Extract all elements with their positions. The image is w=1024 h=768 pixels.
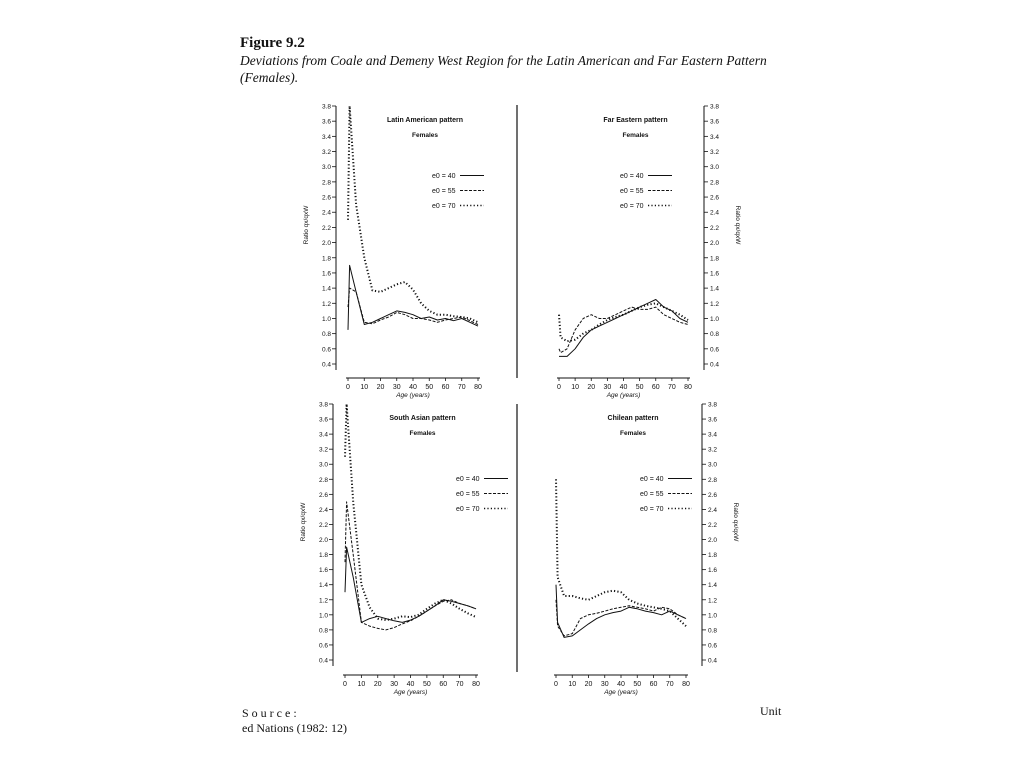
panel-3-y-tick-label: 0.6 — [318, 642, 328, 650]
panel-1-y-tick-label: 0.8 — [321, 331, 331, 339]
panel-4-x-tick-label: 80 — [682, 681, 690, 688]
panel-4-x-tick-label: 10 — [568, 681, 577, 688]
panel-1-y-tick-label: 3.8 — [321, 103, 331, 111]
panel-2-x-tick-label: 80 — [684, 384, 692, 391]
panel-4-y-tick-label: 2.8 — [708, 476, 718, 484]
panel-4-y-tick-label: 0.6 — [708, 642, 718, 650]
panel-1-subtitle: Females — [411, 132, 439, 139]
panel-2-y-tick-label: 0.6 — [710, 346, 720, 354]
source-unit-fragment: Unit — [760, 704, 782, 718]
panel-2-title: Far Eastern pattern — [603, 117, 668, 124]
panel-4-y-tick-label: 1.6 — [708, 567, 718, 575]
panel-4-y-tick-label: 2.2 — [708, 521, 718, 529]
panel-1-y-tick-label: 1.2 — [321, 300, 331, 308]
panel-2-series-line-dashed — [559, 307, 688, 353]
panel-1-y-tick-label: 1.0 — [321, 315, 331, 323]
panel-2-x-tick-label: 70 — [667, 384, 676, 391]
panel-3-x-tick-label: 20 — [373, 681, 382, 688]
panel-2-y-tick-label: 3.0 — [710, 164, 720, 172]
panel-1-x-tick-label: 50 — [425, 384, 434, 391]
panel-4-x-tick-label: 60 — [649, 681, 658, 688]
panel-2-x-tick-label: 20 — [587, 384, 596, 391]
panel-4-y-tick-label: 3.6 — [708, 416, 718, 424]
panel-2-y-tick-label: 3.8 — [710, 103, 720, 111]
panel-3-x-tick-label: 40 — [406, 681, 415, 688]
panel-3-legend-label: e0 = 40 — [456, 476, 480, 483]
panel-2-legend-label: e0 = 40 — [620, 173, 644, 180]
panel-4-y-tick-label: 2.6 — [708, 491, 718, 499]
panel-4-y-tick-label: 1.2 — [708, 597, 718, 605]
source-citation: ed Nations (1982: 12) — [242, 721, 347, 735]
panel-3-y-tick-label: 1.4 — [318, 582, 328, 590]
panel-2-x-tick-label: 60 — [651, 384, 660, 391]
panel-1-legend-label: e0 = 55 — [432, 188, 456, 195]
figure-caption-line1: Deviations from Coale and Demeny West Region for the Latin American and Far Eastern Pattern — [240, 53, 767, 68]
panel-3-y-tick-label: 0.4 — [318, 657, 328, 665]
panel-4-y-tick-label: 0.8 — [708, 627, 718, 635]
panel-1-y-tick-label: 3.4 — [321, 133, 331, 141]
figure-caption-line2: (Females). — [240, 70, 299, 85]
panel-3-legend-label: e0 = 55 — [456, 491, 480, 498]
panel-3-y-axis-title: Ratio qx/qxW — [300, 502, 307, 542]
panel-3-y-tick-label: 3.6 — [318, 416, 328, 424]
panel-2-y-tick-label: 3.6 — [710, 118, 720, 126]
panel-1-y-tick-label: 2.6 — [321, 194, 331, 202]
panel-2-y-tick-label: 0.8 — [710, 331, 720, 339]
panel-1-y-tick-label: 1.4 — [321, 285, 331, 293]
panel-2-x-tick-label: 50 — [635, 384, 644, 391]
panel-4-subtitle: Females — [619, 430, 647, 437]
panel-1-y-tick-label: 1.6 — [321, 270, 331, 278]
panel-3-x-tick-label: 0 — [343, 681, 347, 688]
panel-2-y-tick-label: 2.0 — [710, 240, 720, 248]
panel-3-y-tick-label: 0.8 — [318, 627, 328, 635]
panel-3-y-tick-label: 3.2 — [318, 446, 328, 454]
panel-4-x-tick-label: 40 — [617, 681, 625, 688]
panel-4-x-tick-label: 70 — [665, 681, 674, 688]
panel-2-y-tick-label: 1.2 — [710, 300, 720, 308]
panel-2-legend-label: e0 = 70 — [620, 203, 644, 210]
panel-2-x-tick-label: 30 — [603, 384, 612, 391]
panel-4-x-axis-title: Age (years) — [604, 689, 638, 696]
panel-1-x-tick-label: 70 — [457, 384, 466, 391]
panel-2-y-tick-label: 1.4 — [710, 285, 720, 293]
panel-4-title: Chilean pattern — [607, 415, 659, 422]
panel-3-title: South Asian pattern — [389, 415, 456, 422]
panel-2-x-tick-label: 10 — [571, 384, 580, 391]
panel-4-y-tick-label: 2.0 — [708, 537, 718, 545]
panel-4-y-tick-label: 1.0 — [708, 612, 718, 620]
panel-4-y-tick-label: 0.4 — [708, 657, 718, 665]
panel-3-y-tick-label: 2.8 — [318, 476, 328, 484]
panel-1-y-tick-label: 3.0 — [321, 164, 331, 172]
panel-1-y-tick-label: 2.2 — [321, 224, 331, 232]
panel-2-subtitle: Females — [622, 132, 649, 139]
panel-3-subtitle: Females — [409, 430, 436, 437]
panel-4-legend-label: e0 = 55 — [640, 491, 664, 498]
panel-3-x-tick-label: 30 — [390, 681, 399, 688]
panel-4-y-tick-label: 3.4 — [708, 431, 718, 439]
panel-2-y-tick-label: 2.8 — [710, 179, 720, 187]
panel-4-legend-label: e0 = 40 — [640, 476, 664, 483]
panel-4-x-tick-label: 0 — [554, 681, 558, 688]
panel-4-series-line-dashed — [556, 600, 686, 636]
panel-3-y-tick-label: 2.2 — [318, 521, 328, 529]
panel-4-legend-label: e0 = 70 — [640, 506, 664, 513]
panel-2-y-tick-label: 1.8 — [710, 255, 720, 263]
panel-3-y-tick-label: 3.4 — [318, 431, 328, 439]
panel-3-x-axis-title: Age (years) — [393, 689, 428, 696]
panel-3-y-tick-label: 3.0 — [318, 461, 328, 469]
panel-2-y-axis-title: Ratio qx/qxW — [734, 205, 741, 245]
panel-3-y-tick-label: 3.8 — [318, 401, 328, 409]
panel-3-y-tick-label: 1.2 — [318, 597, 328, 605]
panel-1-title: Latin American pattern — [387, 117, 463, 124]
panel-3-y-tick-label: 2.0 — [318, 537, 328, 545]
panel-4-x-tick-label: 20 — [584, 681, 593, 688]
panel-3-x-tick-label: 60 — [439, 681, 448, 688]
panel-2-y-tick-label: 0.4 — [710, 361, 720, 369]
figure-number: Figure 9.2 — [240, 35, 305, 51]
panel-3-y-tick-label: 2.4 — [318, 506, 328, 514]
panel-1-y-tick-label: 0.4 — [321, 361, 331, 369]
panel-2-y-tick-label: 1.0 — [710, 315, 720, 323]
panel-1-y-tick-label: 1.8 — [321, 255, 331, 263]
panel-4-y-axis-title: Ratio qx/qxW — [732, 502, 739, 542]
panel-4-x-tick-label: 50 — [633, 681, 642, 688]
panel-2-x-axis-title: Age (years) — [606, 392, 641, 399]
panel-4-y-tick-label: 3.0 — [708, 461, 718, 469]
panel-1-x-tick-label: 60 — [441, 384, 450, 391]
panel-3-x-tick-label: 10 — [357, 681, 366, 688]
panel-4-series-line-dotted — [556, 479, 686, 626]
panel-4-y-tick-label: 3.8 — [708, 401, 718, 409]
panel-3-x-tick-label: 80 — [472, 681, 480, 688]
panel-1-x-tick-label: 30 — [392, 384, 401, 391]
panel-1-x-tick-label: 80 — [474, 384, 482, 391]
panel-1-y-tick-label: 2.8 — [321, 179, 331, 187]
panel-1-x-tick-label: 40 — [409, 384, 417, 391]
panel-2-y-tick-label: 2.4 — [710, 209, 720, 217]
panel-3-series-line-dashed — [345, 502, 476, 630]
panel-2-y-tick-label: 1.6 — [710, 270, 720, 278]
panel-3-x-tick-label: 50 — [422, 681, 431, 688]
panel-1-legend-label: e0 = 70 — [432, 203, 456, 210]
panel-4-y-tick-label: 1.4 — [708, 582, 718, 590]
source-label: Source: — [242, 706, 300, 720]
panel-1-y-tick-label: 0.6 — [321, 346, 331, 354]
panel-1-x-tick-label: 0 — [346, 384, 350, 391]
panel-2-x-tick-label: 40 — [619, 384, 628, 391]
panel-1-y-tick-label: 2.0 — [321, 240, 331, 248]
panel-4-x-tick-label: 30 — [600, 681, 609, 688]
panel-2-y-tick-label: 3.2 — [710, 149, 720, 157]
panel-1-series-line-solid — [348, 265, 478, 330]
panel-3-y-tick-label: 2.6 — [318, 491, 328, 499]
panel-3-y-tick-label: 1.0 — [318, 612, 328, 620]
panel-3-legend-label: e0 = 70 — [456, 506, 480, 513]
panel-4-y-tick-label: 1.8 — [708, 552, 718, 560]
panel-1-legend-label: e0 = 40 — [432, 173, 456, 180]
panel-1-y-tick-label: 3.2 — [321, 149, 331, 157]
panel-1-y-tick-label: 3.6 — [321, 118, 331, 126]
panel-3-x-tick-label: 70 — [455, 681, 464, 688]
panel-2-legend-label: e0 = 55 — [620, 188, 644, 195]
panel-2-y-tick-label: 2.2 — [710, 224, 720, 232]
panel-2-series-line-solid — [559, 300, 688, 357]
panel-1-y-tick-label: 2.4 — [321, 209, 331, 217]
panel-3-y-tick-label: 1.6 — [318, 567, 328, 575]
panel-1-x-tick-label: 20 — [376, 384, 385, 391]
panel-3-series-line-solid — [345, 547, 476, 622]
panel-4-y-tick-label: 2.4 — [708, 506, 718, 514]
panel-4-y-tick-label: 3.2 — [708, 446, 718, 454]
panel-2-y-tick-label: 2.6 — [710, 194, 720, 202]
panel-3-y-tick-label: 1.8 — [318, 552, 328, 560]
panel-2-x-tick-label: 0 — [557, 384, 561, 391]
panel-1-x-axis-title: Age (years) — [396, 392, 430, 399]
panel-1-y-axis-title: Ratio qx/qxW — [303, 205, 310, 245]
panel-1-x-tick-label: 10 — [360, 384, 369, 391]
panel-2-y-tick-label: 3.4 — [710, 133, 720, 141]
